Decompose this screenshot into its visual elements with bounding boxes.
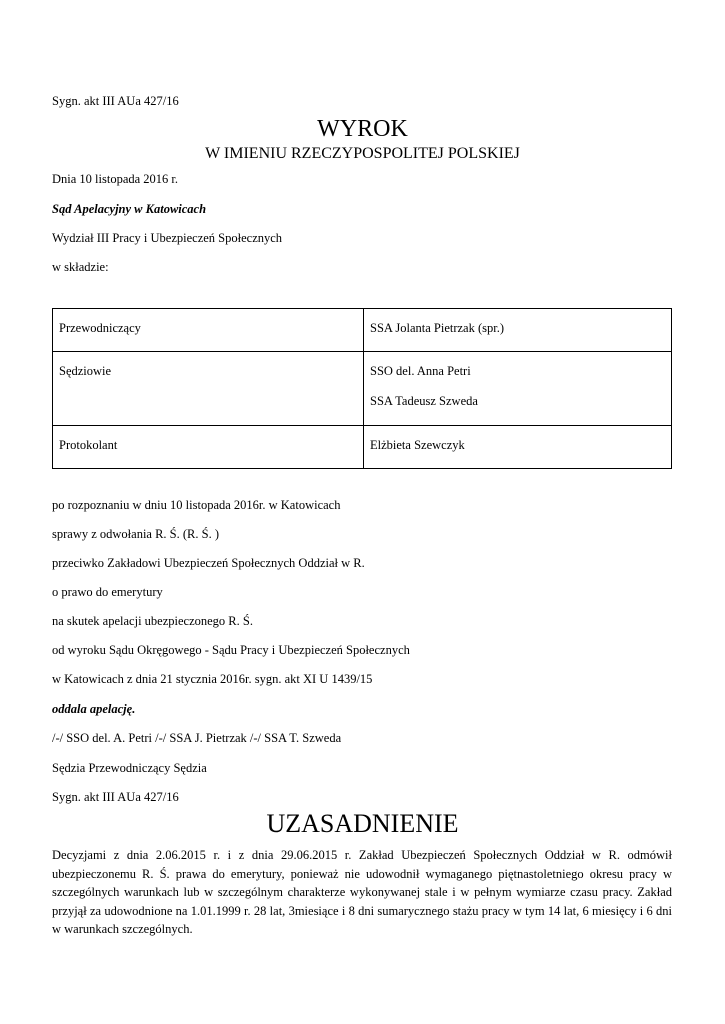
table-row (53, 309, 672, 352)
clerk-label: Protokolant (53, 426, 364, 469)
judgment-date: Dnia 10 listopada 2016 r. (52, 172, 179, 186)
court-name: Sąd Apelacyjny w Katowicach (52, 202, 207, 216)
judges-cell (364, 352, 672, 426)
ruling-text: oddala apelację. (52, 702, 136, 716)
judge-name: SSO del. Anna Petri (370, 364, 471, 378)
judgment-title: WYROK (317, 116, 408, 142)
court-panel-table (52, 308, 672, 469)
judge-name: SSA Tadeusz Szweda (370, 394, 478, 408)
proceedings-line: przeciwko Zakładowi Ubezpieczeń Społecznych Oddział w R. (52, 556, 365, 570)
proceedings-line: na skutek apelacji ubezpieczonego R. Ś. (52, 614, 253, 628)
chair-label: Przewodniczący (53, 309, 364, 352)
table-row (53, 352, 672, 426)
proceedings-line: w Katowicach z dnia 21 stycznia 2016r. sygn. akt XI U 1439/15 (52, 672, 373, 686)
table-row (53, 426, 672, 469)
chair-name: SSA Jolanta Pietrzak (spr.) (364, 309, 672, 352)
court-division: Wydział III Pracy i Ubezpieczeń Społecznych (52, 231, 283, 245)
proceedings-line: od wyroku Sądu Okręgowego - Sądu Pracy i Ubezpieczeń Społecznych (52, 643, 410, 657)
composition-label: w składzie: (52, 260, 109, 274)
proceedings-line: sprawy z odwołania R. Ś. (R. Ś. ) (52, 527, 219, 541)
signature-roles: Sędzia Przewodniczący Sędzia (52, 761, 207, 775)
justification-title: UZASADNIENIE (266, 809, 459, 838)
proceedings-line: o prawo do emerytury (52, 585, 163, 599)
case-number-bottom: Sygn. akt III AUa 427/16 (52, 790, 179, 804)
justification-paragraph: Decyzjami z dnia 2.06.2015 r. i z dnia 29.06.2015 r. Zakład Ubezpieczeń Społecznych Oddział w R. odmówił ubezpieczonemu R. Ś. prawa do emerytury, ponieważ nie udowodnił wymaganego piętnastoletniego okresu pracy w szczególnych warunkach lub w szczególnym charakterze wykonywanej stale i w pełnym wymiarze czasu pracy. Zakład przyjął za udowodnione na 1.01.1999 r. 28 lat, 3miesiące i 8 dni sumarycznego stażu pracy w tym 14 lat, 6 miesięcy i 6 dni w warunkach szczególnych. (52, 848, 672, 936)
signatures-line: /-/ SSO del. A. Petri /-/ SSA J. Pietrzak /-/ SSA T. Szweda (52, 731, 342, 745)
judgment-subtitle: W IMIENIU RZECZYPOSPOLITEJ POLSKIEJ (205, 145, 520, 162)
clerk-name: Elżbieta Szewczyk (364, 426, 672, 469)
case-number-top: Sygn. akt III AUa 427/16 (52, 94, 179, 108)
judges-label: Sędziowie (53, 352, 364, 426)
proceedings-line: po rozpoznaniu w dniu 10 listopada 2016r. w Katowicach (52, 498, 341, 512)
